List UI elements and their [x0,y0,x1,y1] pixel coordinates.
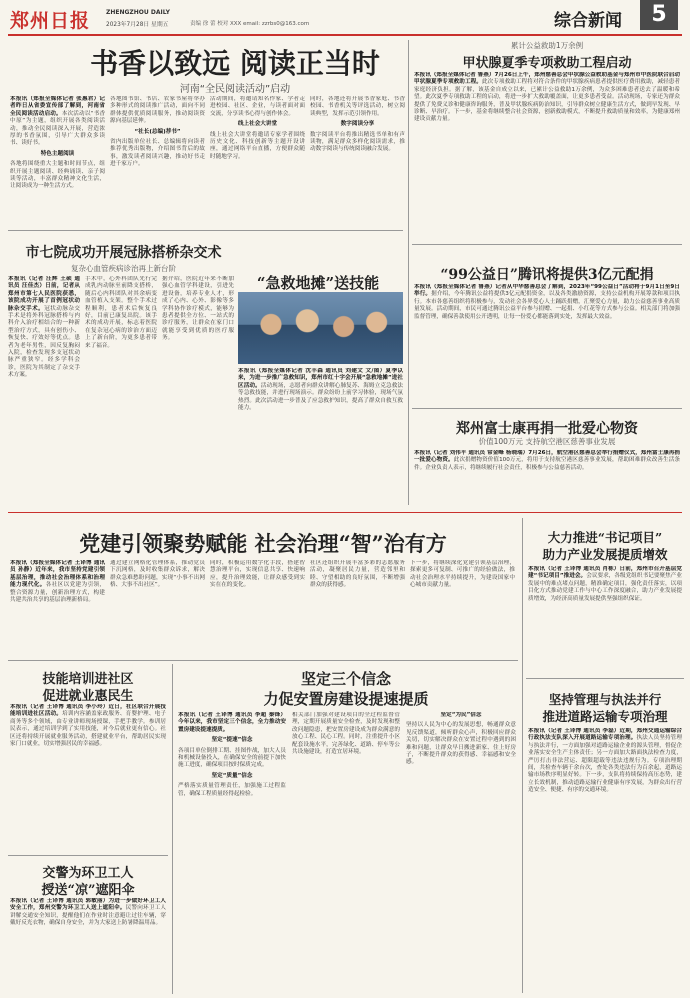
99-headline: “99公益日”腾讯将提供3亿元配捐 [440,267,654,283]
lead-column-4: 同时，各地还将开展书香家庭、书香校园、书香机关等评选活动，树立阅读典型，发挥示范引领作用。 数字阅读分享 数字阅读平台将推出精选书单和有声读物，满足群众多样化阅读需求，推动数字阅读与传统阅读融合发展。 [310,96,405,153]
newspaper-logo: 郑州日报 [10,10,91,32]
road-headline-2: 推进道路运输专项治理 [542,709,668,724]
heart-headline: 市七院成功开展冠脉搭桥杂交术 [25,245,222,261]
fuli-headline: 郑州富士康再捐一批爱心物资 [456,421,638,437]
party-column-4: 社区还组织开展丰富多彩的志愿服务活动，凝聚居民力量，营造邻里和睦、守望相助的良好氛围，不断增强群众的获得感。 [310,560,405,589]
party-column-3: 同时，积极运用数字化手段，搭建智慧治理平台，实现信息共享、快速响应，提升治理效能，让群众感受到实实在在的变化。 [210,560,305,589]
road-body: 本报讯（记者 王译博 通讯员 李磊）近期，郑州交通运输综合行政执法支队深入开展道路运输专项治理。执法人员坚持管理与执法并行，一方面加强对道路运输企业的源头管理，督促企业落实安全生产主体责任；另一方面加大路面执法检查力度，严厉打击非法营运、超限超载等违法违规行为。专项治理期间，共检查车辆千余台次，查处各类违法行为百余起，道路运输市场秩序明显好转。下一步，支队将持续保持高压态势，建立长效机制，推动道路运输行业健康有序发展，为群众出行营造安全、便捷、有序的交通环境。 [528,728,682,794]
fuli-subhead: 价值100万元 支持航空港区慈善事业发展 [478,437,616,446]
heart-column-2: 手术中，心外科团队先行完成乳内动脉至前降支搭桥，随后心内科团队对其余病变血管植入支架。整个手术过程顺利，患者术后恢复良好，目前已康复出院。该手术的成功开展，标志着医院在复杂冠心病的诊治方面迈上了新台阶，为更多患者带来了福音。 [85,276,157,349]
party-column-1: 本报讯（郑报全媒体记者 王译博 通讯员 孙静）近年来，我市坚持党建引领基层治理，推动社会治理体系和治理能力现代化。各社区以党建为引领，整合资源力量，创新治理方式，构建共建共治共享的基层治理新格局。 [10,560,105,604]
editor-line: 责编 徐 蕾 校对 XXX email: zzrbs0@163.com [190,21,310,27]
party-rule [8,660,518,661]
emergency-photo [238,292,403,364]
page-number: 5 [640,0,678,30]
lead-subhead-2: “社长(总编)荐书” [134,128,181,135]
aid-headline: 交警为环卫工人 [42,866,134,881]
house-column-2: 相关部门加强对建设项目的全过程监督管理，定期开展质量安全检查，及时发现和整改问题隐患，把安置房建设成为群众满意的放心工程、民心工程。同时，注重提升小区配套设施水平，完善绿化、道路、停车等公共设施建设，打造宜居环境。 [292,712,400,756]
lead-subhead: 河南“全民阅读活动”启动 [179,84,291,95]
skill-rule [8,855,168,856]
heart-column-1: 本报讯（记者 汪辉 王硕 通讯员 汪佳杰）日前，记者从郑州市第七人民医院获悉，该院成功开展了首例冠状动脉杂交手术。冠状动脉杂交手术是将外科冠脉搭桥与内科介入治疗相结合的一种新型治疗方式，具有创伤小、恢复快、疗效好等优点。患者为老年男性，因反复胸闷入院，检查发现多支冠状动脉严重狭窄。经多学科会诊，医院为其制定了杂交手术方案。 [8,276,80,379]
house-left-divider [172,664,173,994]
road-headline: 坚持管理与执法并行 [548,692,662,707]
skill-headline-2: 促进就业惠民生 [42,689,134,704]
fuli-body: 本报讯（记者 刘伟平 通讯员 常金峰 杨晓瑞）7月26日，航空港区慈善总会举行捐赠仪式，郑州富士康再捐一批爱心物资。此次捐赠物资价值100万元，将用于支持航空港区慈善事业发展，帮助困难群众改善生活条件。企业负责人表示，将继续履行社会责任，积极参与公益慈善活动。 [414,450,680,471]
right-col-divider [408,40,409,505]
house-headline: 坚定三个信念 [300,670,391,688]
aid-body: 本报讯（记者 王译博 通讯员 郭敏丽）为进一步做好环卫工人安全工作，郑州交警为环卫工人送上遮阳伞。民警向环卫工人讲解交通安全知识，提醒他们在作业时注意避让过往车辆，穿戴好反光衣物，确保自身安全，并为大家送上防暑降温用品。 [10,898,166,927]
house-column-3: 坚定“为民”信念 坚持以人民为中心的发展思想，畅通群众意见反馈渠道，倾听群众心声，积极回应群众关切，切实解决群众在安置过程中遇到的困难和问题，让群众早日搬进新家、住上好房子，不断提升群众的获得感、幸福感和安全感。 [406,712,516,766]
aid-headline-2: 授送“凉”遮阳伞 [41,883,135,898]
party-column-5: 下一步，将继续深化党建引领基层治理，探索更多可复制、可推广的经验做法，推动社会治理水平持续提升，为建设国家中心城市贡献力量。 [410,560,515,589]
fund-kicker: 累计公益救助1万余例 [510,41,584,50]
fund-headline: 甲状腺夏季专项救助工程启动 [462,56,632,71]
mid-page-rule [8,512,682,513]
lead-subhead-3: 线上社会大讲堂 [237,121,278,128]
lead-column-1: 本报讯（郑报全媒体记者 张惠君）记者昨日从省委宣传部了解到，河南省全民阅读活动启动。本次活动以“书香中原”为主题，组织开展各类阅读活动，推动全民阅读深入开展，营造浓厚的书香氛围，引导广大群众多读书、读好书。 特色主题阅读 各地将围绕重大主题和时间节点，组织开展主题阅读、经典诵读、亲子阅读等活动，丰富群众精神文化生活，让阅读成为一种生活方式。 [10,96,105,190]
lead-bottom-rule [8,230,403,231]
skill-headline: 技能培训进社区 [42,672,134,687]
heart-subhead: 复杂心血管疾病诊治再上新台阶 [71,264,176,273]
lower-right-divider [522,518,523,993]
house-subhead-1: 坚定“提速”信念 [211,737,253,744]
court-headline: 大力推进“书记项目” [547,530,663,545]
fund-body: 本报讯（郑报全媒体记者 鲁燕）7月26日上午，郑州慈善总会甲状腺公益救助基金与郑州市中医院联合启动甲状腺夏季专项救助工程。此次专项救助工程将对符合条件的甲状腺疾病患者提供医疗费用救助，减轻患者家庭经济负担。据了解，该基金自成立以来，已累计公益救助1万余例，为众多困难患者送去了温暖和希望。此次夏季专项救助工程的启动，将进一步扩大救助覆盖面，让更多患者受益。活动现场，专家还为群众提供了免费义诊和健康咨询服务，普及甲状腺疾病防治知识，引导群众树立健康生活方式，做到早发现、早诊断、早治疗。下一步，基金将继续整合社会资源，创新救助模式，不断提升救助质量和效率，为健康郑州建设贡献力量。 [414,72,680,123]
lead-subhead-1: 特色主题阅读 [40,150,75,157]
skill-body: 本报讯（记者 王译博 通讯员 李小玲）近日，社区联合开展技能培训进社区活动。培训内容涵盖家政服务、育婴护理、电子商务等多个领域，由专业讲师现场授课，手把手教学。参训居民表示，通过培训学到了实用技能，对今后就业更有信心。社区还将持续开展就业服务活动，搭建就业平台，帮助居民实现家门口就业，切实增强居民的幸福感。 [10,704,166,748]
court-body: 本报讯（记者 王译博 通讯员 肖栋）日前，郑州市召开基层党建“书记项目”推进会。会议要求，各级党组织书记要聚焦产业发展中的难点堵点问题，精准确定项目，强化责任落实，以项目化方式推动党建工作与中心工作深度融合，助力产业发展提质增效，为经济高质量发展提供坚强组织保证。 [528,566,682,602]
house-headline-2: 力促安置房建设提速提质 [263,690,429,708]
newspaper-name-en: ZHENGZHOU DAILY [106,9,170,16]
lead-subhead-4: 数字阅读分享 [340,121,375,128]
99-rule [412,408,682,409]
fund-rule [412,244,682,245]
lead-headline: 书香以致远 阅读正当时 [90,47,380,80]
house-subhead-3: 坚定“为民”信念 [440,712,482,718]
date-line: 2023年7月28日 星期五 [106,22,169,28]
house-column-1: 本报讯（记者 王译博 通讯员 李超 秦锋）今年以来，我市坚定三个信念，全力推动安置房建设提速提质。 坚定“提速”信念 各项目单位倒排工期、挂图作战，加大人员和机械设备投入，在确保安全的前提下加快施工进度，确保项目按时保质完成。 坚定“质量”信念 严格落实质量管理责任，加强施工过程监管，确保工程质量经得起检验。 [178,712,286,797]
house-subhead-2: 坚定“质量”信念 [211,772,253,779]
emergency-caption: 本报讯（郑报全媒体记者 沈丰森 通讯员 刘建文 文/图）夏季以来，为进一步推广急救知识，郑州市红十字会开展“急救地摊”进社区活动。活动现场，志愿者向群众讲解心肺复苏、海姆立克急救法等急救技能，并进行现场演示。群众纷纷上前学习体验，现场气氛热烈。此次活动进一步普及了应急救护知识，提高了群众自救互救能力。 [238,368,403,412]
road-rule [526,678,684,679]
lead-column-3: 活动期间，将邀请知名作家、学者走进校园、社区、企业，与读者面对面交流，分享读书心得与创作体会。 线上社会大讲堂 线上社会大讲堂将邀请专家学者围绕历史文化、科技创新等主题开设讲座，通过网络平台直播，方便群众随时随地学习。 [210,96,305,160]
court-headline-2: 助力产业发展提质增效 [542,547,668,562]
party-column-2: 通过建立网格化管理体系，推动党员下沉网格，及时收集群众诉求，解决群众急难愁盼问题，实现“小事不出网格、大事不出社区”。 [110,560,205,589]
party-headline: 党建引领聚势赋能 社会治理“智”治有方 [79,531,447,556]
emergency-headline: “急救地摊”送技能 [256,274,380,292]
heart-column-3: 据介绍，医院近年来不断加强心血管学科建设，引进先进设备，培养专业人才，形成了心内、心外、影像等多学科协作诊疗模式，能够为患者提供全方位、一站式的诊疗服务，让群众在家门口就能享受到优质的医疗服务。 [162,276,234,342]
masthead-rule [8,34,682,36]
99-body: 本报讯（郑报全媒体记者 鲁燕）记者从中华慈善总会了解到，2023年“99公益日”活动将于9月1日至9日举行。据介绍，今年腾讯公益将提供3亿元配捐资金，以及各类激励资源，支持公益机构开展筹款和项目执行。本市各慈善组织将积极参与，发动社会各界爱心人士踊跃捐赠，汇聚爱心力量，助力公益慈善事业高质量发展。活动期间，市民可通过腾讯公益平台参与捐赠、一起捐、小红花等方式参与公益。相关部门将加强监督管理，确保善款使用公开透明，让每一份爱心都能落到实处，发挥最大效益。 [414,284,680,320]
section-name: 综合新闻 [554,11,622,31]
lead-column-2: 各地图书馆、书店、农家书屋将举办多种形式的阅读推广活动，面向不同群体提供优质阅读服务，推动阅读资源向基层延伸。 “社长(总编)荐书” 省内出版单位社长、总编辑将向读者推荐优秀出版物，介绍图书背后的故事，激发读者阅读兴趣，推动好书走进千家万户。 [110,96,205,168]
